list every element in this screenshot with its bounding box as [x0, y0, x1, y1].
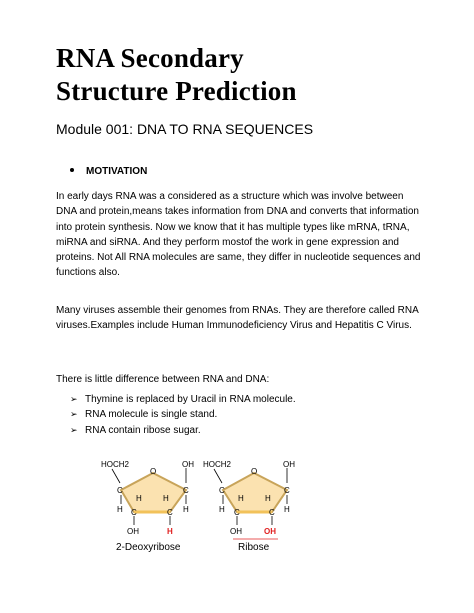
ribose-oh-bottom-label: OH — [230, 527, 242, 536]
deoxyribose-ring — [121, 473, 186, 512]
ribose-oh-top-label: OH — [283, 460, 295, 469]
deoxyribose-h-inner-left: H — [136, 494, 142, 503]
document-title — [56, 42, 297, 108]
deoxyribose-h-left: H — [117, 505, 123, 514]
difference-list — [70, 392, 296, 438]
ribose-h-inner-left: H — [238, 494, 244, 503]
list-item — [70, 407, 296, 422]
ribose-hoch2-label: HOCH2 — [203, 460, 232, 469]
ribose-h-right: H — [284, 505, 290, 514]
deoxyribose-structure — [101, 460, 194, 553]
title-line-1: RNA Secondary — [56, 43, 244, 73]
ribose-c1-label: C — [284, 486, 290, 495]
list-item — [70, 392, 296, 407]
deoxyribose-hoch2-label: HOCH2 — [101, 460, 130, 469]
title-line-2: Structure Prediction — [56, 76, 297, 106]
bullet-dot-icon — [70, 168, 74, 172]
deoxyribose-c1-label: C — [183, 486, 189, 495]
paragraph-rna-history: In early days RNA was a considered as a structure which was involve between DNA and protein,means takes information from DNA and converts that information into protein synthesis. Now we know that it has multiple types like mRNA, tRNA, miRNA and siRNA. And they perform mostof the work in gene expression and proteins. Not All RNA molecules are same, they differ in nucleotide sequences and functions also. — [56, 191, 421, 279]
ribose-h-inner-right: H — [265, 494, 271, 503]
deoxyribose-h-right: H — [183, 505, 189, 514]
ribose-ring — [223, 473, 287, 512]
list-item-text: RNA contain ribose sugar. — [85, 424, 201, 436]
deoxyribose-c4-label: C — [117, 486, 123, 495]
list-item-text: Thymine is replaced by Uracil in RNA molecule. — [85, 394, 296, 405]
ribose-oh-red-label: OH — [264, 527, 276, 536]
deoxyribose-caption: 2-Deoxyribose — [116, 542, 181, 553]
section-heading-text: MOTIVATION — [86, 166, 148, 177]
sugar-structures-figure — [92, 456, 306, 556]
deoxyribose-oh-top-label: OH — [182, 460, 194, 469]
ribose-c4-label: C — [219, 486, 225, 495]
section-heading — [70, 165, 147, 178]
ribose-h-left: H — [219, 505, 225, 514]
arrowhead-bullet-icon: ➢ — [70, 409, 78, 420]
list-item-text: RNA molecule is single stand. — [85, 409, 218, 421]
deoxyribose-oh-bottom-label: OH — [127, 527, 139, 536]
arrowhead-bullet-icon: ➢ — [70, 424, 78, 435]
arrowhead-bullet-icon: ➢ — [70, 394, 78, 404]
deoxyribose-h-red-label: H — [167, 527, 173, 536]
ribose-structure — [203, 460, 295, 553]
paragraph-rna-viruses: Many viruses assemble their genomes from RNAs. They are therefore called RNA viruses.Examples include Human Immunodeficiency Virus and Hepatitis C Virus. — [56, 305, 419, 332]
ribose-caption: Ribose — [238, 542, 270, 553]
deoxyribose-h-inner-right: H — [163, 494, 169, 503]
deoxyribose-o-label: O — [150, 467, 157, 476]
ribose-c3-label: C — [234, 508, 240, 517]
paragraph-rna-dna-difference: There is little difference between RNA and DNA: — [56, 374, 270, 385]
ribose-c2-label: C — [269, 508, 275, 517]
deoxyribose-c3-label: C — [131, 508, 137, 517]
deoxyribose-c2-label: C — [167, 508, 173, 517]
list-item — [70, 423, 296, 438]
ribose-o-label: O — [251, 467, 258, 476]
module-heading: Module 001: DNA TO RNA SEQUENCES — [56, 121, 314, 137]
